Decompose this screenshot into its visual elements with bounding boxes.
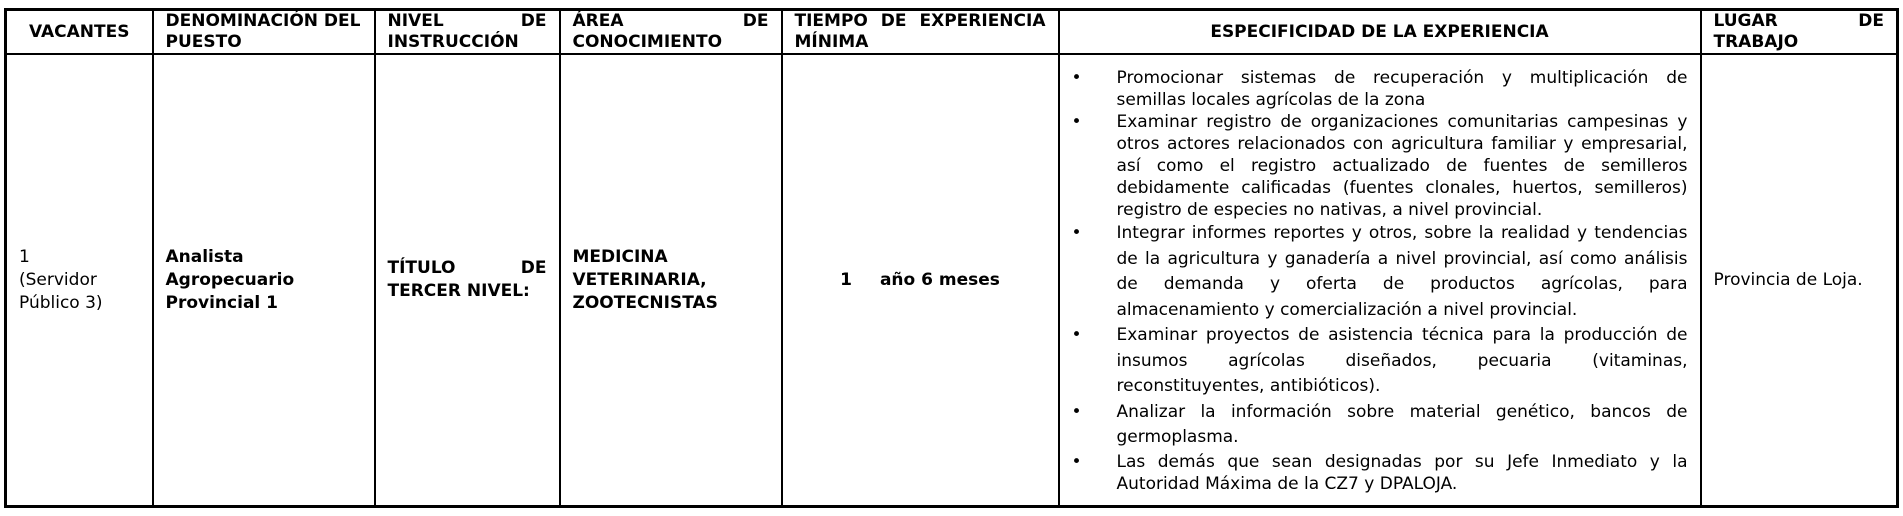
bullet-icon: • <box>1071 401 1082 422</box>
bullet-icon: • <box>1071 325 1082 346</box>
list-item: • Analizar la información sobre material genético, bancos de germoplasma. <box>1071 401 1688 448</box>
header-row <box>6 10 1898 55</box>
job-vacancy-table <box>4 8 1899 508</box>
table-row <box>6 54 1898 507</box>
header-especificidad: ESPECIFICIDAD DE LA EXPERIENCIA <box>1059 10 1701 55</box>
header-nivel: NIVEL DE INSTRUCCIÓN <box>375 10 560 55</box>
cell-nivel: TÍTULO DE TERCER NIVEL: <box>375 54 560 507</box>
cell-area <box>560 54 782 507</box>
vacantes-note: (Servidor Público 3) <box>19 269 103 313</box>
bullet-icon: • <box>1071 112 1082 133</box>
list-item: • Las demás que sean designadas por su Jefe Inmediato y la Autoridad Máxima de la CZ7 y DPALOJA. <box>1071 451 1688 494</box>
bullet-icon: • <box>1071 68 1082 89</box>
cell-denominacion: Analista Agropecuario Provincial 1 <box>153 54 375 507</box>
cell-tiempo <box>782 54 1059 507</box>
cell-vacantes <box>6 54 153 507</box>
list-item: • Examinar registro de organizaciones comunitarias campesinas y otros actores relacionados con agricultura familiar y empresarial, así como el registro actualizado de fuentes de semilleros debidamente calificadas (fuentes clonales, huertos, semilleros) registro de especies no nativas, a nivel provincial. <box>1071 112 1688 221</box>
cell-lugar: Provincia de Loja. <box>1701 54 1898 507</box>
header-vacantes: VACANTES <box>6 10 153 55</box>
header-area: ÁREA DE CONOCIMIENTO <box>560 10 782 55</box>
vacantes-count: 1 <box>19 246 30 267</box>
tiempo-text: año 6 meses <box>879 269 1000 290</box>
list-item: • Examinar proyectos de asistencia técnica para la producción de insumos agrícolas diseñados, pecuaria (vitaminas, reconstituyentes, antibióticos). <box>1071 325 1688 397</box>
area-line-1: MEDICINA VETERINARIA, <box>572 246 707 290</box>
experience-list <box>1072 67 1688 495</box>
header-lugar: LUGAR DE TRABAJO <box>1701 10 1898 55</box>
header-tiempo: TIEMPO DE EXPERIENCIA MÍNIMA <box>782 10 1059 55</box>
area-line-2: ZOOTECNISTAS <box>572 292 718 313</box>
bullet-icon: • <box>1071 223 1082 244</box>
header-denominacion: DENOMINACIÓN DEL PUESTO <box>153 10 375 55</box>
list-item: • Promocionar sistemas de recuperación y multiplicación de semillas locales agrícolas de la zona <box>1071 68 1688 111</box>
bullet-icon: • <box>1071 451 1082 472</box>
cell-especificidad <box>1059 54 1701 507</box>
table-header <box>6 10 1898 55</box>
table-body <box>6 54 1898 507</box>
list-item: • Integrar informes reportes y otros, sobre la realidad y tendencias de la agricultura y ganadería a nivel provincial, así como análisis de demanda y oferta de productos agrícolas, para almacenamiento y comercialización a nivel provincial. <box>1071 223 1688 320</box>
tiempo-number: 1 <box>840 269 852 290</box>
